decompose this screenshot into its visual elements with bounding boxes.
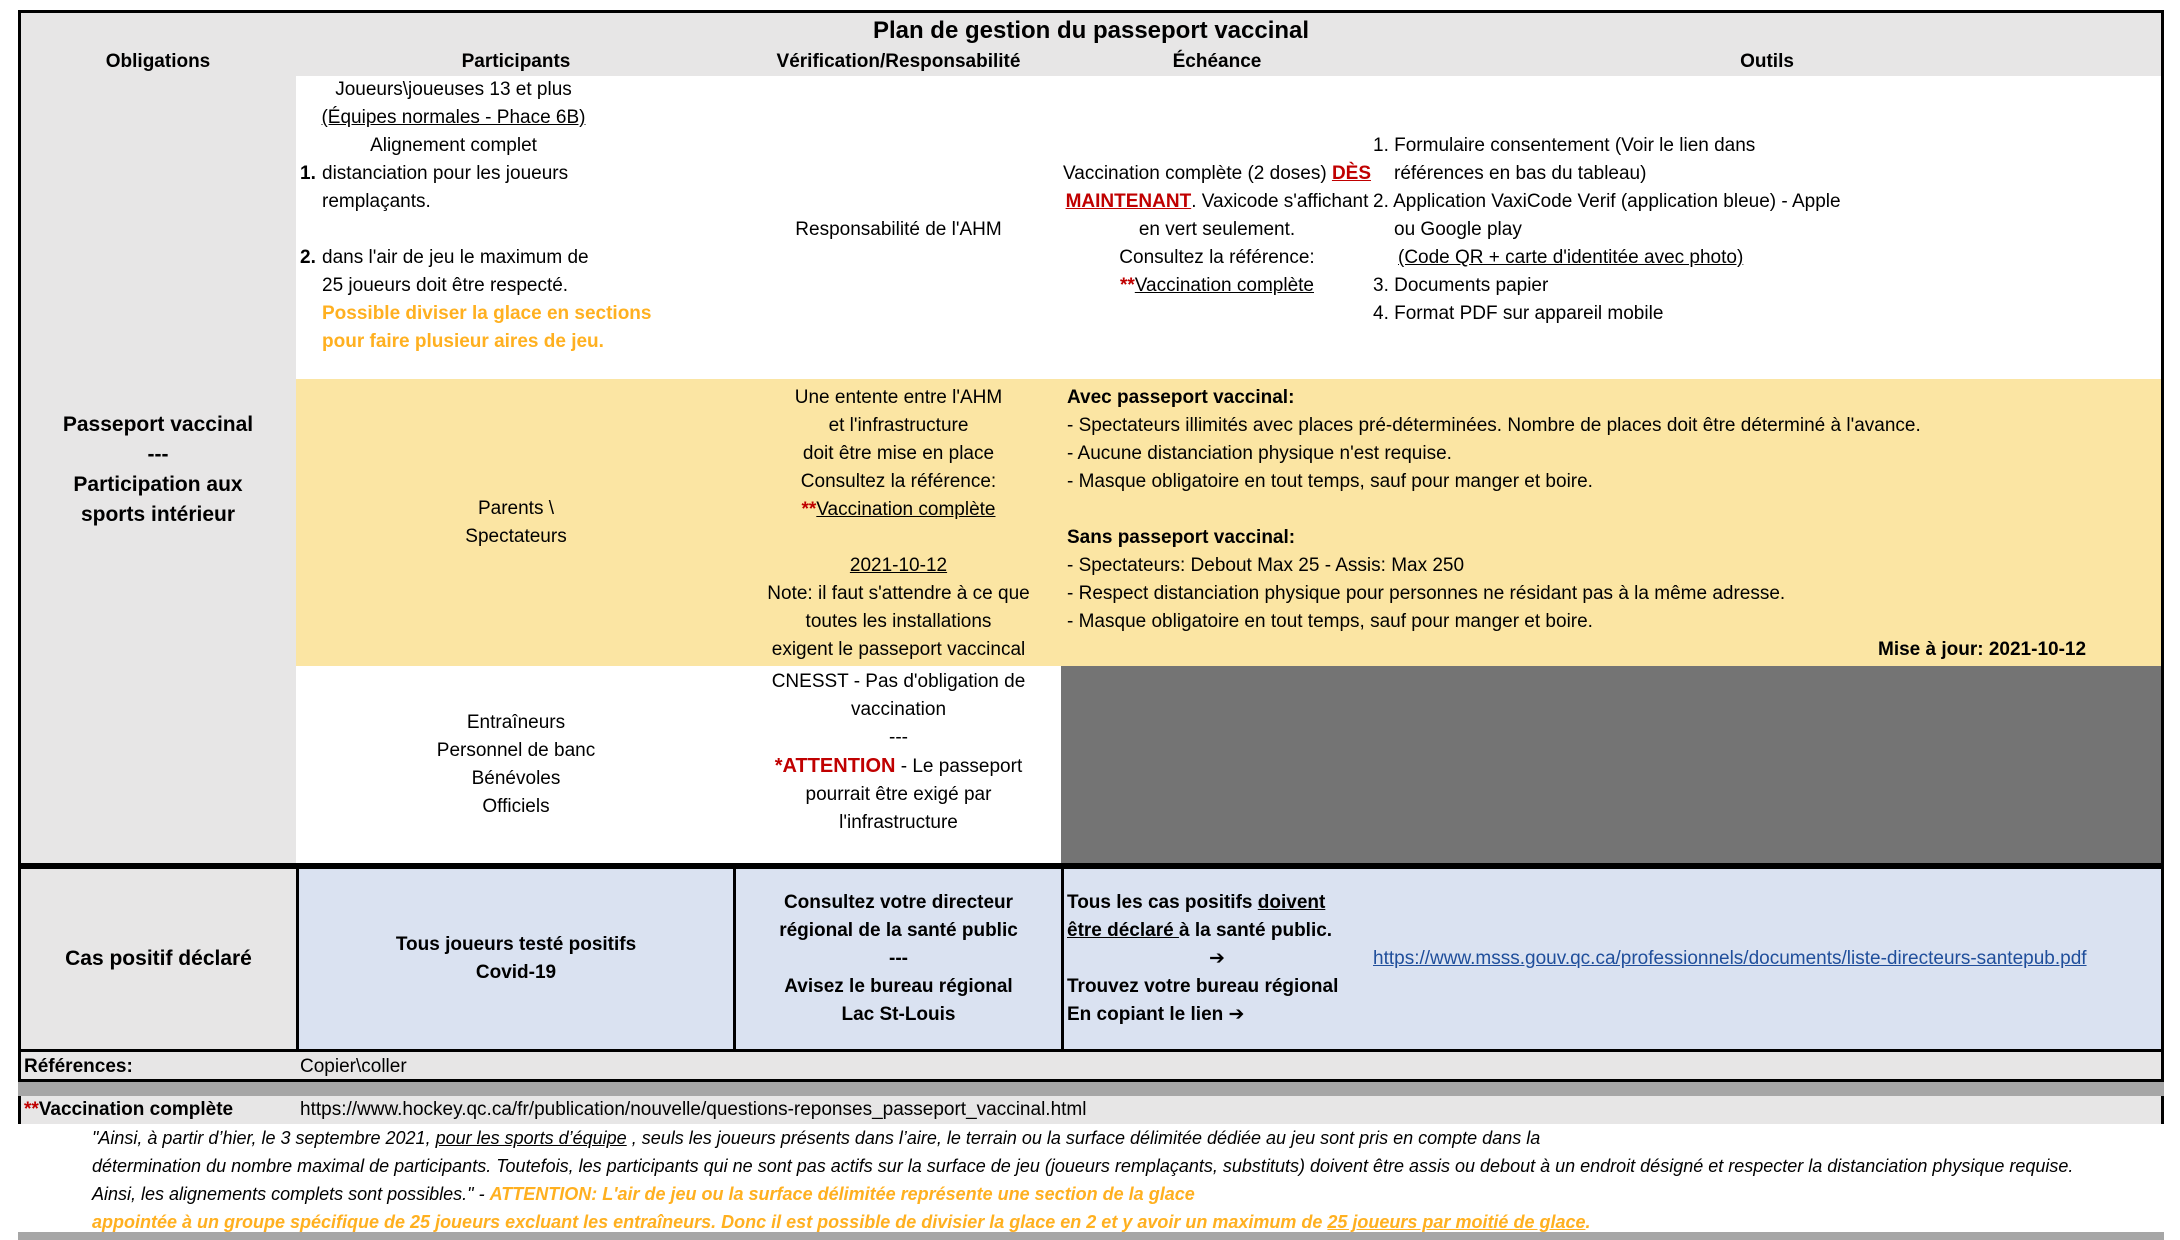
sante-public-directors-link[interactable]: https://www.msss.gouv.qc.ca/professionnels/documents/liste-directeurs-santepub.pdf (1373, 948, 2087, 969)
update-date: Mise à jour: 2021-10-12 (1878, 639, 2087, 660)
staff-verification-cell: CNESST - Pas d'obligation de vaccination --- *ATTENTION - Le passeport pourrait être exigé par l'infrastructure (771, 671, 1026, 833)
positive-verification-text: Consultez votre directeur régional de la santé public --- Avisez le bureau régional Lac St-Louis (779, 892, 1018, 1025)
references-label: Références: (24, 1056, 133, 1077)
vaccination-complete-ref-link-2[interactable]: Vaccination complète (816, 499, 996, 520)
players-responsibility: Responsabilité de l'AHM (795, 219, 1002, 240)
header-echeance: Échéance (1172, 51, 1262, 72)
players-participants-cell: Joueurs\joueuses 13 et plus (Équipes normales - Phace 6B) Alignement complet 1. distanciation pour les joueurs remplaçants. 2. dans l'air de jeu le maximum de 25 joueurs doit être respecté. Possible diviser la glace en sections pour faire plusieur aires de jeu. (300, 79, 652, 352)
positive-participants-text: Tous joueurs testé positifs Covid-19 (395, 934, 637, 983)
qr-code-link[interactable]: (Code QR + carte d'identitée avec photo) (1398, 247, 1744, 268)
vaccination-ref-label: **Vaccination complète (24, 1099, 234, 1120)
references-separator (18, 1082, 2164, 1096)
quote-block: "Ainsi, à partir d’hier, le 3 septembre 2021, pour les sports d’équipe , seuls les joueurs présents dans l’aire, le terrain ou la surface délimitée dédiée au jeu sont pris en compte dans la détermination du nombre maximal de participants. Toutefois, les participants qui ne sont pas actifs sur la surface de jeu (joueurs remplaçants, substituts) doivent être assis ou debout à un endroit désigné et respecter la distanciation physique requise. Ainsi, les alignements complets sont possibles." - ATTENTION: L'air de jeu ou la surface délimitée représente une section de la glace appointée à un groupe spécifique de 25 joueurs excluant les entraîneurs. Donc il est possible de divisier la glace en 2 et y avoir un maximum de 25 joueurs par moitié de glace. (92, 1128, 2074, 1232)
header-participants: Participants (461, 51, 571, 72)
vaccination-ref-url[interactable]: https://www.hockey.qc.ca/fr/publication/nouvelle/questions-reponses_passeport_vaccinal.html (300, 1099, 1087, 1120)
positive-echeance-text: Tous les cas positifs doivent être déclaré à la santé public. ➔ Trouvez votre bureau régional En copiant le lien ➔ (1067, 889, 1367, 1029)
parents-participants-cell: Parents \ Spectateurs (465, 497, 567, 547)
header-outils: Outils (1740, 51, 1794, 72)
phase-6b-link[interactable]: (Équipes normales - Phace 6B) (321, 107, 586, 128)
references-copy-label: Copier\coller (300, 1056, 407, 1077)
obligation-passport-label: Passeport vaccinal --- Participation aux sports intérieur (62, 412, 254, 526)
players-echeance-cell: Vaccination complète (2 doses) DÈS MAINTENANT. Vaxicode s'affichant en vert seulement. Consultez la référence: **Vaccination complète (1062, 163, 1372, 296)
parents-verification-cell: Une entente entre l'AHM et l'infrastructure doit être mise en place Consultez la référence: **Vaccination complète 2021-10-12 Note: il faut s'attendre à ce que toutes les installations exigent le passeport vaccincal (767, 387, 1030, 660)
page-title: Plan de gestion du passeport vaccinal (872, 17, 1310, 44)
header-verification: Vérification/Responsabilité (776, 51, 1021, 72)
staff-participants-cell: Entraîneurs Personnel de banc Bénévoles Officiels (436, 711, 596, 817)
staff-empty-dark-cell (1061, 666, 2161, 863)
bottom-separator (18, 1232, 2164, 1240)
arrow-right-icon: ➔ (1209, 948, 1225, 969)
vaccination-complete-ref-link[interactable]: Vaccination complète (1134, 275, 1314, 296)
positive-label: Cas positif déclaré (65, 947, 252, 970)
header-obligations: Obligations (105, 51, 211, 72)
players-outils-cell: 1. Formulaire consentement (Voir le lien dans références en bas du tableau) 2. Application VaxiCode Verif (application bleue) - Apple ou Google play (Code QR + carte d'identitée avec photo) 3. Documents papier 4. Format PDF sur appareil mobile (1373, 135, 1841, 324)
parents-rules-cell: Avec passeport vaccinal: - Spectateurs illimités avec places pré-déterminées. Nombre de places doit être déterminé à l'avance. - Aucune distanciation physique n'est requise. - Masque obligatoire en tout temps, sauf pour manger et boire. Sans passeport vaccinal: - Spectateurs: Debout Max 25 - Assis: Max 250 - Respect distanciation physique pour personnes ne résidant pas à la même adresse. - Masque obligatoire en tout temps, sauf pour manger et boire. (1067, 387, 1921, 632)
